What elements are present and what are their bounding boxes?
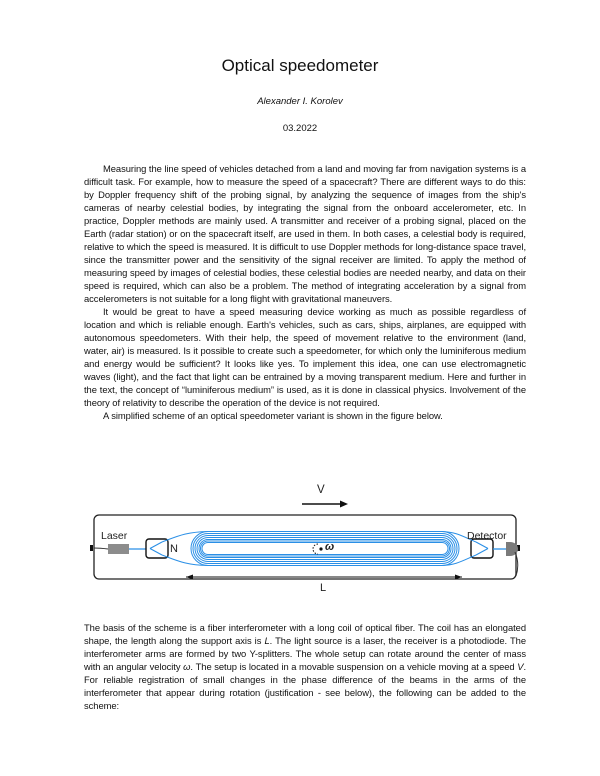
paragraph-2: It would be great to have a speed measuring device working as much as possible regardless of location and which is reliable enough. Earth's vehicles, such as cars, ships, airplanes, are equipped with autonomous speedometers. With their help, the speed of movement relative to the environment (land, water, air) is measured. Is it possible to create such a speedometer, for which only the luminiferous medium and energy would be sufficient? It looks like yes. To implement this idea, one can use electromagnetic waves (light), and the fact that light can be entrained by a moving transparent medium. Here and further in the text, the concept of “luminiferous medium” is used, as it is done in classical physics. Involvement of the theory of relativity to describe the operation of the device is not required. [84,306,526,409]
paragraph-4-part1: The basis of the scheme is a fiber interferometer with a long coil of optical fiber. The coil has an elongated shape, the length along the support axis is [84,622,526,647]
symbol-l: L [264,635,270,647]
laser-label: Laser [101,530,128,542]
body-text [84,162,526,422]
paper-date: 03.2022 [282,123,318,134]
center-of-mass-dot [319,547,322,550]
detector-label: Detector [467,530,507,542]
symbol-v: V [517,661,524,673]
body-text-continued [84,621,526,712]
omega-label: ω [325,541,335,553]
velocity-label: V [317,484,325,496]
paper-author: Alexander I. Korolev [257,96,343,107]
fiber-coil [162,532,476,566]
paragraph-4 [84,621,526,712]
paragraph-4-part2: . The light source is a laser, the receiver is a photodiode. The interferometer arms are formed by two Y-splitters. The whole setup can rotate around the center of mass with an angular velocity [84,635,526,673]
velocity-arrowhead [340,501,348,508]
paragraph-4-part3: . The setup is located in a movable suspension on a vehicle moving at a speed [190,661,518,673]
splitter-label: N [170,543,178,555]
speedometer-scheme-figure [90,486,520,606]
length-label: L [320,582,327,594]
left-y-splitter [146,539,168,558]
left-suspension-mount [90,545,93,551]
paragraph-3: A simplified scheme of an optical speedometer variant is shown in the figure below. [103,410,443,422]
symbol-omega: ω [183,661,191,673]
paragraph-1: Measuring the line speed of vehicles detached from a land and moving far from navigation systems is a difficult task. For example, how to measure the speed of a spacecraft? There are different ways to do this: by Doppler frequency shift of the probing signal, by analyzing the sequence of images from the ship's cameras of nearby celestial bodies, by integrating the signal from the onboard accelerometer, etc. In practice, Doppler methods are mainly used. A transmitter and receiver of a probing signal, placed on the Earth (radar station) or on the spacecraft itself, are used in them. In both cases, a celestial body is required, relative to which the speed is measured. It is difficult to use Doppler methods for long-distance space travel, since the transmitter power and the sensitivity of the signal receiver are limited. To apply the method of measuring speed by images of celestial bodies, these celestial bodies are needed nearby, and data on their speed is required, which can also be a problem. The method of integrating acceleration by a signal from accelerometers is not suitable for a long flight with gravitational maneuvers. [84,163,526,305]
scheme-drawing [90,486,520,606]
paragraph-4-part4: . For reliable registration of small changes in the phase difference of the beams in the arms of the interferometer that appear during rotation (justification - see below), the following can be added to the scheme: [84,661,527,712]
rotation-arc [313,544,318,554]
paper-title: Optical speedometer [221,56,379,75]
laser-cable [94,548,108,549]
laser-body [108,544,129,554]
